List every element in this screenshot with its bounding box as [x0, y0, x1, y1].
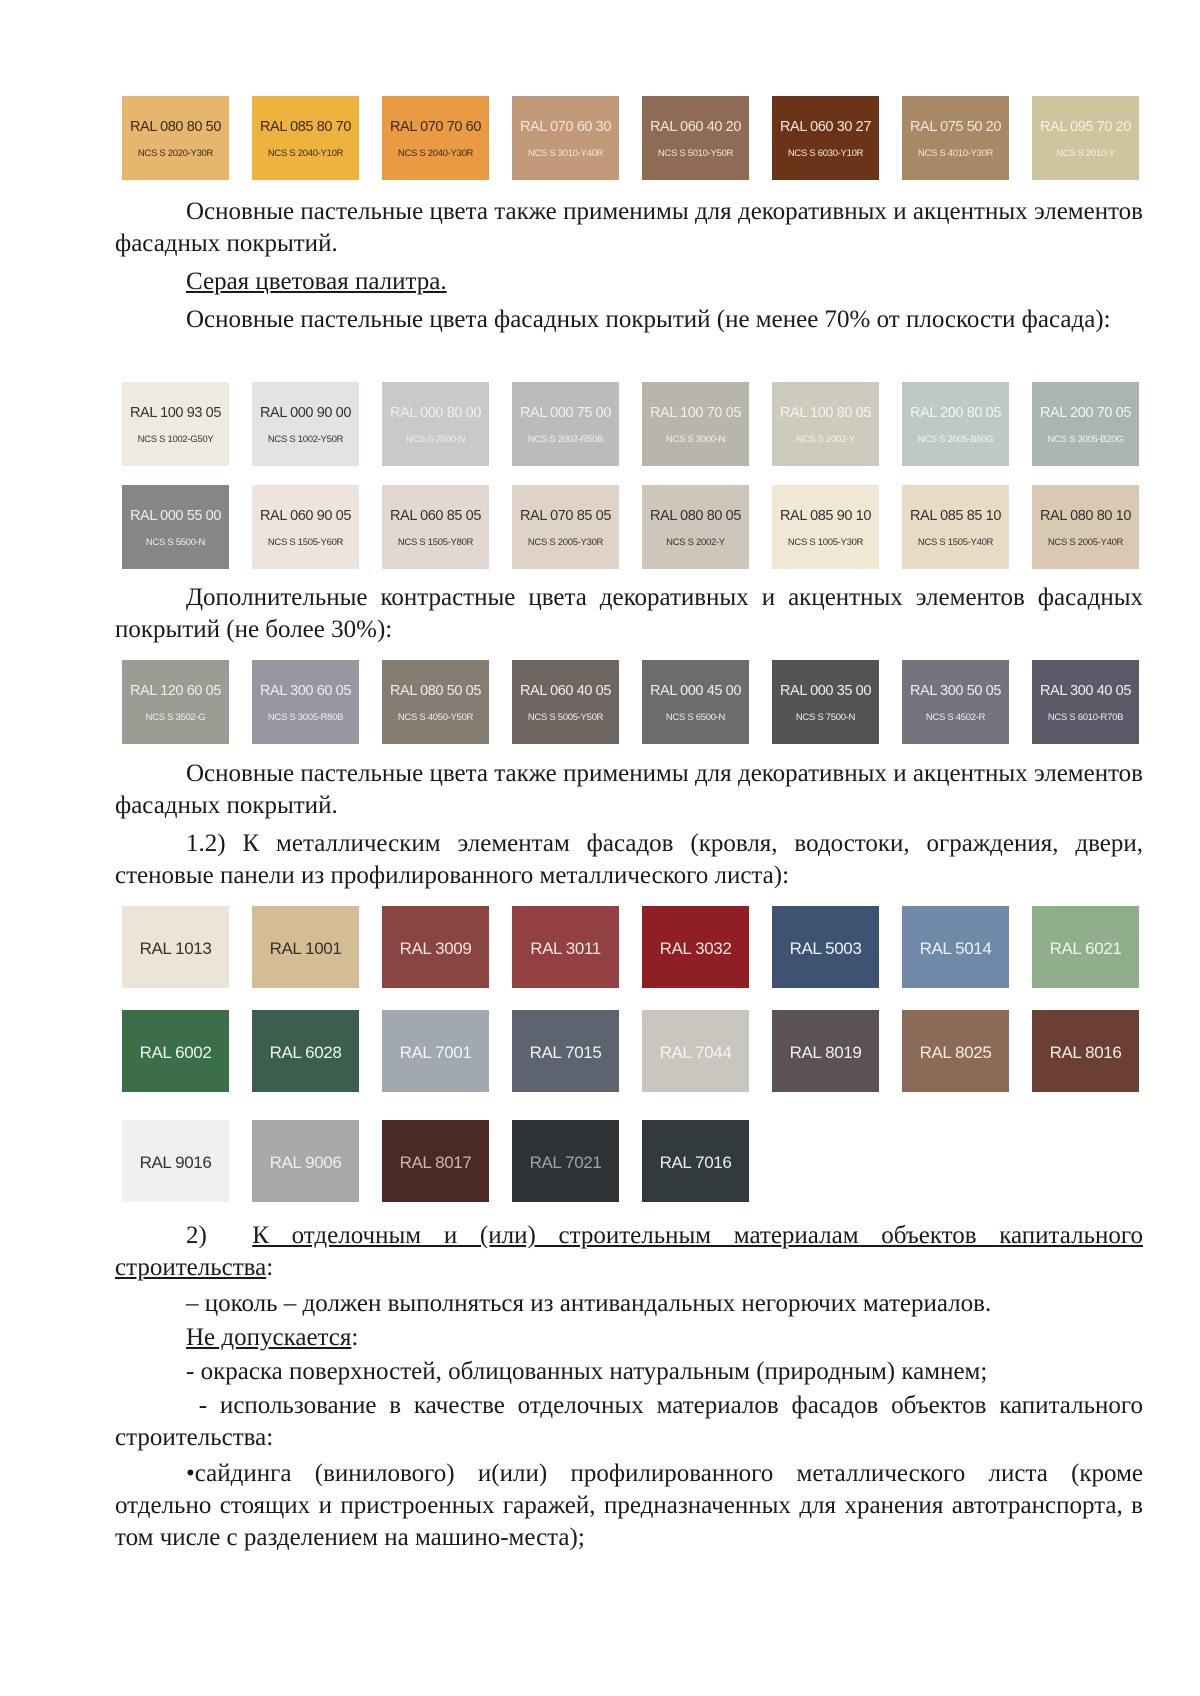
color-swatch — [252, 96, 359, 180]
swatch-ral-code: RAL 300 40 05 — [1039, 683, 1131, 699]
swatch-ral-code: RAL 060 30 27 — [779, 119, 871, 135]
metal-ral-row-2 — [0, 1010, 1200, 1092]
swatch-ncs-code: NCS S 2005-B50G — [917, 434, 994, 445]
swatch-ncs-code: NCS S 4010-Y30R — [917, 148, 994, 159]
swatch-ral-code: RAL 120 60 05 — [129, 683, 221, 699]
swatch-ncs-code: NCS S 2020-Y30R — [137, 148, 214, 159]
color-swatch — [902, 660, 1009, 744]
color-swatch — [772, 906, 879, 988]
swatch-ncs-code: NCS S 1505-Y60R — [267, 537, 344, 548]
swatch-ral-code: RAL 080 50 05 — [389, 683, 481, 699]
color-swatch — [902, 96, 1009, 180]
color-swatch — [772, 660, 879, 744]
swatch-ral-code: RAL 1013 — [139, 939, 212, 958]
swatch-ral-code: RAL 000 55 00 — [129, 508, 221, 524]
swatch-ncs-code: NCS S 2010-Y — [1056, 148, 1115, 159]
swatch-ral-code: RAL 8025 — [919, 1043, 992, 1062]
swatch-ral-code: RAL 200 70 05 — [1039, 405, 1131, 421]
swatch-ncs-code: NCS S 2002-Y — [666, 537, 725, 548]
color-swatch — [642, 1120, 749, 1202]
swatch-ral-code: RAL 7001 — [399, 1043, 472, 1062]
swatch-ncs-code: NCS S 2500-N — [405, 434, 466, 445]
color-swatch — [642, 906, 749, 988]
swatch-ral-code: RAL 7015 — [529, 1043, 602, 1062]
swatch-ral-code: RAL 8019 — [789, 1043, 862, 1062]
swatch-ncs-code: NCS S 2002-R50B — [527, 434, 604, 445]
swatch-ncs-code: NCS S 2040-Y30R — [397, 148, 474, 159]
swatch-ral-code: RAL 080 80 05 — [649, 508, 741, 524]
color-swatch — [122, 1120, 229, 1202]
color-swatch — [512, 1010, 619, 1092]
color-swatch — [382, 382, 489, 466]
color-swatch — [1032, 96, 1139, 180]
swatch-ral-code: RAL 060 90 05 — [259, 508, 351, 524]
color-swatch — [902, 382, 1009, 466]
color-swatch — [382, 660, 489, 744]
swatch-ral-code: RAL 000 45 00 — [649, 683, 741, 699]
swatch-ncs-code: NCS S 3502-G — [145, 712, 206, 723]
swatch-ral-code: RAL 100 80 05 — [779, 405, 871, 421]
swatch-ral-code: RAL 6028 — [269, 1043, 342, 1062]
swatch-ncs-code: NCS S 1005-Y30R — [787, 537, 864, 548]
color-swatch — [642, 96, 749, 180]
swatch-ral-code: RAL 070 70 60 — [389, 119, 481, 135]
swatch-ral-code: RAL 000 35 00 — [779, 683, 871, 699]
swatch-ncs-code: NCS S 3005-R80B — [267, 712, 344, 723]
swatch-ncs-code: NCS S 5005-Y50R — [527, 712, 604, 723]
color-swatch — [642, 485, 749, 569]
swatch-ral-code: RAL 100 93 05 — [129, 405, 221, 421]
swatch-ral-code: RAL 5014 — [919, 939, 992, 958]
color-swatch — [642, 382, 749, 466]
color-swatch — [252, 382, 359, 466]
swatch-ncs-code: NCS S 5010-Y50R — [657, 148, 734, 159]
color-swatch — [1032, 660, 1139, 744]
color-swatch — [252, 1010, 359, 1092]
list-item-plinth: – цоколь – должен выполняться из антивандальных негорючих материалов. — [186, 1290, 992, 1317]
swatch-ral-code: RAL 3011 — [530, 939, 601, 958]
gray-palette-row-1 — [0, 382, 1200, 466]
paragraph-metal-elements: 1.2) К металлическим элементам фасадов (кровля, водостоки, ограждения, двери, стеновые панели из профилированного металлического листа): — [115, 830, 1143, 889]
color-swatch — [1032, 382, 1139, 466]
swatch-ncs-code: NCS S 1505-Y80R — [397, 537, 474, 548]
swatch-ncs-code: NCS S 3000-N — [665, 434, 726, 445]
color-swatch — [382, 96, 489, 180]
swatch-ncs-code: NCS S 3010-Y40R — [527, 148, 604, 159]
color-swatch — [1032, 906, 1139, 988]
color-swatch — [642, 1010, 749, 1092]
color-swatch — [382, 906, 489, 988]
swatch-ncs-code: NCS S 1002-Y50R — [267, 434, 344, 445]
swatch-ral-code: RAL 080 80 50 — [129, 119, 221, 135]
color-swatch — [252, 1120, 359, 1202]
swatch-ral-code: RAL 3009 — [399, 939, 472, 958]
swatch-ncs-code: NCS S 2040-Y10R — [267, 148, 344, 159]
metal-ral-row-3 — [0, 1120, 1200, 1202]
swatch-ral-code: RAL 060 40 20 — [649, 119, 741, 135]
list-item-finishing-use: - использование в качестве отделочных материалов фасадов объектов капитального строительства: — [115, 1392, 1143, 1451]
swatch-ncs-code: NCS S 6010-R70B — [1047, 712, 1124, 723]
swatch-ral-code: RAL 080 80 10 — [1039, 508, 1131, 524]
color-swatch — [512, 382, 619, 466]
color-swatch — [512, 96, 619, 180]
metal-ral-row-1 — [0, 906, 1200, 988]
swatch-ncs-code: NCS S 7500-N — [795, 712, 856, 723]
color-swatch — [252, 485, 359, 569]
color-swatch — [382, 1120, 489, 1202]
paragraph-finishing-materials: 2) К отделочным и (или) строительным материалам объектов капитального строительства: — [115, 1222, 1143, 1281]
swatch-ral-code: RAL 8017 — [399, 1153, 472, 1172]
color-swatch — [122, 96, 229, 180]
color-swatch — [122, 660, 229, 744]
color-swatch — [1032, 485, 1139, 569]
swatch-ncs-code: NCS S 3005-B20G — [1047, 434, 1124, 445]
color-swatch — [512, 906, 619, 988]
swatch-ral-code: RAL 070 85 05 — [519, 508, 611, 524]
list-item-stone-painting: - окраска поверхностей, облицованных натуральным (природным) камнем; — [186, 1358, 988, 1385]
swatch-ral-code: RAL 100 70 05 — [649, 405, 741, 421]
swatch-ncs-code: NCS S 2005-Y40R — [1047, 537, 1124, 548]
list-item-siding: •сайдинга (винилового) и(или) профилированного металлического листа (кроме отдельно стоящих и пристроенных гаражей, предназначенных для хранения автотранспорта, в том числе с разделением на машино-места); — [115, 1460, 1143, 1551]
swatch-ral-code: RAL 000 80 00 — [389, 405, 481, 421]
swatch-ral-code: RAL 085 85 10 — [909, 508, 1001, 524]
color-swatch — [772, 96, 879, 180]
color-swatch — [382, 1010, 489, 1092]
color-swatch — [252, 660, 359, 744]
swatch-ncs-code: NCS S 1505-Y40R — [917, 537, 994, 548]
swatch-ncs-code: NCS S 1002-G50Y — [137, 434, 214, 445]
swatch-ral-code: RAL 6021 — [1049, 939, 1122, 958]
swatch-ral-code: RAL 8016 — [1049, 1043, 1122, 1062]
swatch-ral-code: RAL 095 70 20 — [1039, 119, 1131, 135]
swatch-ral-code: RAL 9006 — [269, 1153, 342, 1172]
swatch-ncs-code: NCS S 6500-N — [665, 712, 726, 723]
swatch-ral-code: RAL 070 60 30 — [519, 119, 611, 135]
swatch-ral-code: RAL 060 40 05 — [519, 683, 611, 699]
color-swatch — [902, 485, 1009, 569]
swatch-ral-code: RAL 7044 — [659, 1043, 732, 1062]
color-swatch — [512, 660, 619, 744]
swatch-ncs-code: NCS S 4502-R — [925, 712, 986, 723]
not-allowed-heading: Не допускается: — [186, 1324, 359, 1351]
color-swatch — [252, 906, 359, 988]
gray-palette-row-2 — [0, 485, 1200, 569]
color-swatch — [772, 382, 879, 466]
color-swatch — [772, 1010, 879, 1092]
swatch-ral-code: RAL 000 90 00 — [259, 405, 351, 421]
swatch-ral-code: RAL 085 90 10 — [779, 508, 871, 524]
swatch-ncs-code: NCS S 2005-Y30R — [527, 537, 604, 548]
swatch-ral-code: RAL 6002 — [139, 1043, 212, 1062]
paragraph-main-pastel: Основные пастельные цвета фасадных покрытий (не менее 70% от плоскости фасада): — [186, 306, 1111, 333]
color-swatch — [642, 660, 749, 744]
swatch-ral-code: RAL 3032 — [659, 939, 732, 958]
swatch-ral-code: RAL 300 60 05 — [259, 683, 351, 699]
swatch-ral-code: RAL 300 50 05 — [909, 683, 1001, 699]
color-swatch — [512, 485, 619, 569]
swatch-ral-code: RAL 9016 — [139, 1153, 212, 1172]
swatch-ral-code: RAL 5003 — [789, 939, 862, 958]
contrast-palette-row — [0, 660, 1200, 744]
color-swatch — [512, 1120, 619, 1202]
swatch-ral-code: RAL 060 85 05 — [389, 508, 481, 524]
color-swatch — [122, 382, 229, 466]
swatch-ncs-code: NCS S 2002-Y — [796, 434, 855, 445]
paragraph-pastel-note-2: Основные пастельные цвета также применимы для декоративных и акцентных элементов фасадных покрытий. — [115, 760, 1143, 819]
swatch-ncs-code: NCS S 5500-N — [145, 537, 206, 548]
swatch-ral-code: RAL 000 75 00 — [519, 405, 611, 421]
color-swatch — [122, 1010, 229, 1092]
color-swatch — [772, 485, 879, 569]
swatch-ncs-code: NCS S 6030-Y10R — [787, 148, 864, 159]
paragraph-pastel-note-1: Основные пастельные цвета также применимы для декоративных и акцентных элементов фасадных покрытий. — [115, 198, 1143, 257]
gray-palette-heading: Серая цветовая палитра. — [186, 268, 447, 295]
color-swatch — [1032, 1010, 1139, 1092]
swatch-ncs-code: NCS S 4050-Y50R — [397, 712, 474, 723]
warm-palette-row — [0, 96, 1200, 180]
swatch-ral-code: RAL 075 50 20 — [909, 119, 1001, 135]
swatch-ral-code: RAL 1001 — [269, 939, 342, 958]
color-swatch — [902, 906, 1009, 988]
swatch-ral-code: RAL 7016 — [659, 1153, 732, 1172]
color-swatch — [902, 1010, 1009, 1092]
swatch-ral-code: RAL 085 80 70 — [259, 119, 351, 135]
swatch-ral-code: RAL 200 80 05 — [909, 405, 1001, 421]
color-swatch — [122, 906, 229, 988]
color-swatch — [382, 485, 489, 569]
color-swatch — [122, 485, 229, 569]
paragraph-contrast: Дополнительные контрастные цвета декоративных и акцентных элементов фасадных покрытий (не более 30%): — [115, 584, 1143, 643]
swatch-ral-code: RAL 7021 — [529, 1153, 602, 1172]
